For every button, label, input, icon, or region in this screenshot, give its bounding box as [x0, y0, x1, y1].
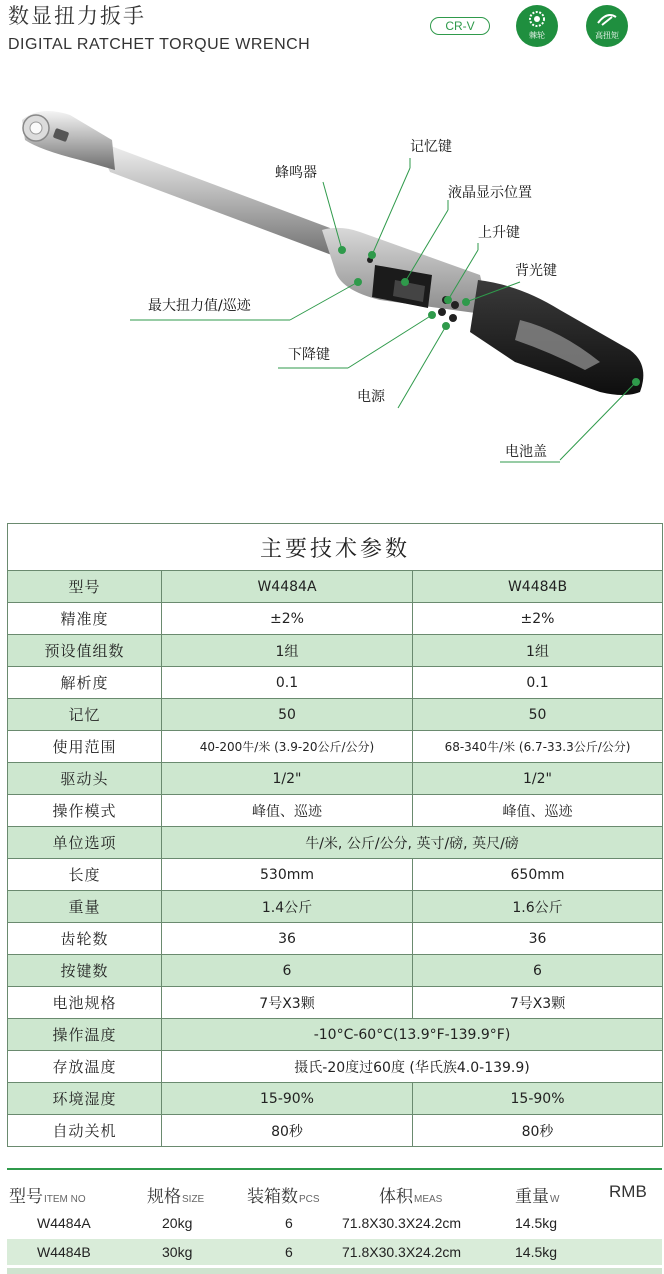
spec-value-w4484b: 80秒 — [413, 1115, 663, 1147]
spec-value-w4484b: 0.1 — [413, 667, 663, 699]
spec-value-w4484b: 7号X3颗 — [413, 987, 663, 1019]
ratchet-badge — [516, 5, 558, 47]
spec-value-w4484a: 36 — [162, 923, 413, 955]
packing-cell-meas: 71.8X30.3X24.2cm — [342, 1244, 462, 1260]
product-title-cn: 数显扭力扳手 — [8, 4, 146, 28]
spec-value-w4484b: 1组 — [413, 635, 663, 667]
packing-cell-pcs: 6 — [285, 1244, 293, 1260]
spec-row — [8, 603, 663, 635]
callout-up-key: 上升键 — [478, 225, 520, 241]
packing-cell-weight: 14.5kg — [515, 1215, 558, 1231]
callout-battery-cover: 电池盖 — [505, 444, 547, 460]
spec-table-title: 主要技术参数 — [8, 524, 663, 571]
spec-value-w4484a: 峰值、巡迹 — [162, 795, 413, 827]
spec-value-w4484b: 峰值、巡迹 — [413, 795, 663, 827]
spec-value-w4484a: 1组 — [162, 635, 413, 667]
high-torque-badge — [586, 5, 628, 47]
spec-row — [8, 955, 663, 987]
spec-row — [8, 827, 663, 859]
packing-cell-pcs: 6 — [285, 1215, 293, 1231]
spec-label: 单位选项 — [8, 827, 162, 859]
spec-row — [8, 891, 663, 923]
spec-row — [8, 1019, 663, 1051]
callout-max-torque-trace: 最大扭力值/巡迹 — [148, 298, 251, 314]
spec-value-w4484a: 1.4公斤 — [162, 891, 413, 923]
spec-label: 电池规格 — [8, 987, 162, 1019]
down-key-button — [438, 308, 446, 316]
spec-label: 驱动头 — [8, 763, 162, 795]
packing-cell-item: W4484B — [37, 1244, 91, 1260]
spec-label: 自动关机 — [8, 1115, 162, 1147]
spec-value-merged: 摄氏-20度过60度 (华氏族4.0-139.9) — [162, 1051, 663, 1083]
spec-value-w4484a: 50 — [162, 699, 413, 731]
callout-buzzer: 蜂鸣器 — [275, 165, 317, 181]
spec-value-w4484b: 6 — [413, 955, 663, 987]
packing-divider — [7, 1168, 662, 1170]
spec-value-w4484a: 80秒 — [162, 1115, 413, 1147]
product-title-en: DIGITAL RATCHET TORQUE WRENCH — [8, 36, 311, 53]
packing-header-rmb: RMB — [609, 1182, 647, 1201]
packing-cell-weight: 14.5kg — [515, 1244, 558, 1260]
spec-value-w4484b: 15-90% — [413, 1083, 663, 1115]
spec-value-w4484a: 530mm — [162, 859, 413, 891]
spec-value-w4484a: ±2% — [162, 603, 413, 635]
spec-label: 齿轮数 — [8, 923, 162, 955]
packing-cell-size: 20kg — [162, 1215, 193, 1231]
spec-label: 预设值组数 — [8, 635, 162, 667]
material-badge: CR-V — [430, 17, 490, 35]
spec-value-w4484b: 650mm — [413, 859, 663, 891]
spec-row — [8, 731, 663, 763]
spec-value-w4484b: 1/2" — [413, 763, 663, 795]
spec-label: 存放温度 — [8, 1051, 162, 1083]
spec-value-w4484a: 1/2" — [162, 763, 413, 795]
packing-header-pcs: 装箱数PCS — [247, 1187, 320, 1207]
spec-value-w4484b: 50 — [413, 699, 663, 731]
spec-row — [8, 1115, 663, 1147]
spec-row — [8, 667, 663, 699]
callout-backlight-key: 背光键 — [515, 263, 557, 279]
spec-row — [8, 699, 663, 731]
packing-header-item: 型号ITEM NO — [9, 1187, 86, 1207]
spec-row — [8, 571, 663, 603]
spec-label: 按键数 — [8, 955, 162, 987]
packing-header-weight: 重量W — [515, 1187, 560, 1207]
spec-label: 重量 — [8, 891, 162, 923]
ratchet-head — [22, 111, 115, 170]
spec-value-merged: -10°C-60°C(13.9°F-139.9°F) — [162, 1019, 663, 1051]
spec-value-w4484a: 6 — [162, 955, 413, 987]
spec-value-w4484a: 0.1 — [162, 667, 413, 699]
spec-row — [8, 795, 663, 827]
spec-value-w4484b: ±2% — [413, 603, 663, 635]
spec-row — [8, 923, 663, 955]
callout-down-key: 下降键 — [288, 347, 330, 363]
power-button — [449, 314, 457, 322]
spec-value-w4484b: 36 — [413, 923, 663, 955]
ratchet-gear-icon — [524, 9, 550, 29]
spec-value-w4484a: 15-90% — [162, 1083, 413, 1115]
callout-power: 电源 — [357, 389, 385, 405]
wrench-shaft — [95, 140, 345, 260]
packing-cell-size: 30kg — [162, 1244, 193, 1260]
packing-cell-meas: 71.8X30.3X24.2cm — [342, 1215, 462, 1231]
spec-label: 型号 — [8, 571, 162, 603]
spec-value-w4484a: 7号X3颗 — [162, 987, 413, 1019]
spec-label: 环境湿度 — [8, 1083, 162, 1115]
spec-row — [8, 763, 663, 795]
packing-header-meas: 体积MEAS — [379, 1187, 443, 1207]
spec-table — [7, 523, 663, 1147]
torque-wrench-illustration — [0, 100, 664, 480]
spec-row — [8, 1083, 663, 1115]
ratchet-badge-label: 棘轮 — [529, 31, 545, 40]
spec-value-w4484a: W4484A — [162, 571, 413, 603]
spec-row — [8, 635, 663, 667]
spec-value-w4484b: 68-340牛/米 (6.7-33.3公斤/公分) — [413, 731, 663, 763]
backlight-key-button — [451, 301, 459, 309]
spec-label: 解析度 — [8, 667, 162, 699]
packing-row — [7, 1239, 662, 1265]
spec-value-w4484a: 40-200牛/米 (3.9-20公斤/公分) — [162, 731, 413, 763]
spec-label: 长度 — [8, 859, 162, 891]
spec-label: 操作模式 — [8, 795, 162, 827]
spec-row — [8, 987, 663, 1019]
callout-lcd-position: 液晶显示位置 — [448, 185, 532, 201]
callout-memory-key: 记忆键 — [410, 139, 452, 155]
spec-label: 操作温度 — [8, 1019, 162, 1051]
packing-header — [7, 1180, 662, 1206]
packing-header-size: 规格SIZE — [147, 1187, 205, 1207]
spec-value-merged: 牛/米, 公斤/公分, 英寸/磅, 英尺/磅 — [162, 827, 663, 859]
spec-label: 记忆 — [8, 699, 162, 731]
high-torque-badge-label: 高扭矩 — [595, 31, 619, 40]
high-torque-icon — [594, 9, 620, 29]
spec-label: 使用范围 — [8, 731, 162, 763]
spec-label: 精准度 — [8, 603, 162, 635]
spec-row — [8, 1051, 663, 1083]
packing-row — [7, 1210, 662, 1236]
spec-value-w4484b: W4484B — [413, 571, 663, 603]
packing-cell-item: W4484A — [37, 1215, 91, 1231]
packing-footer-bar — [7, 1268, 662, 1274]
spec-value-w4484b: 1.6公斤 — [413, 891, 663, 923]
spec-row — [8, 859, 663, 891]
